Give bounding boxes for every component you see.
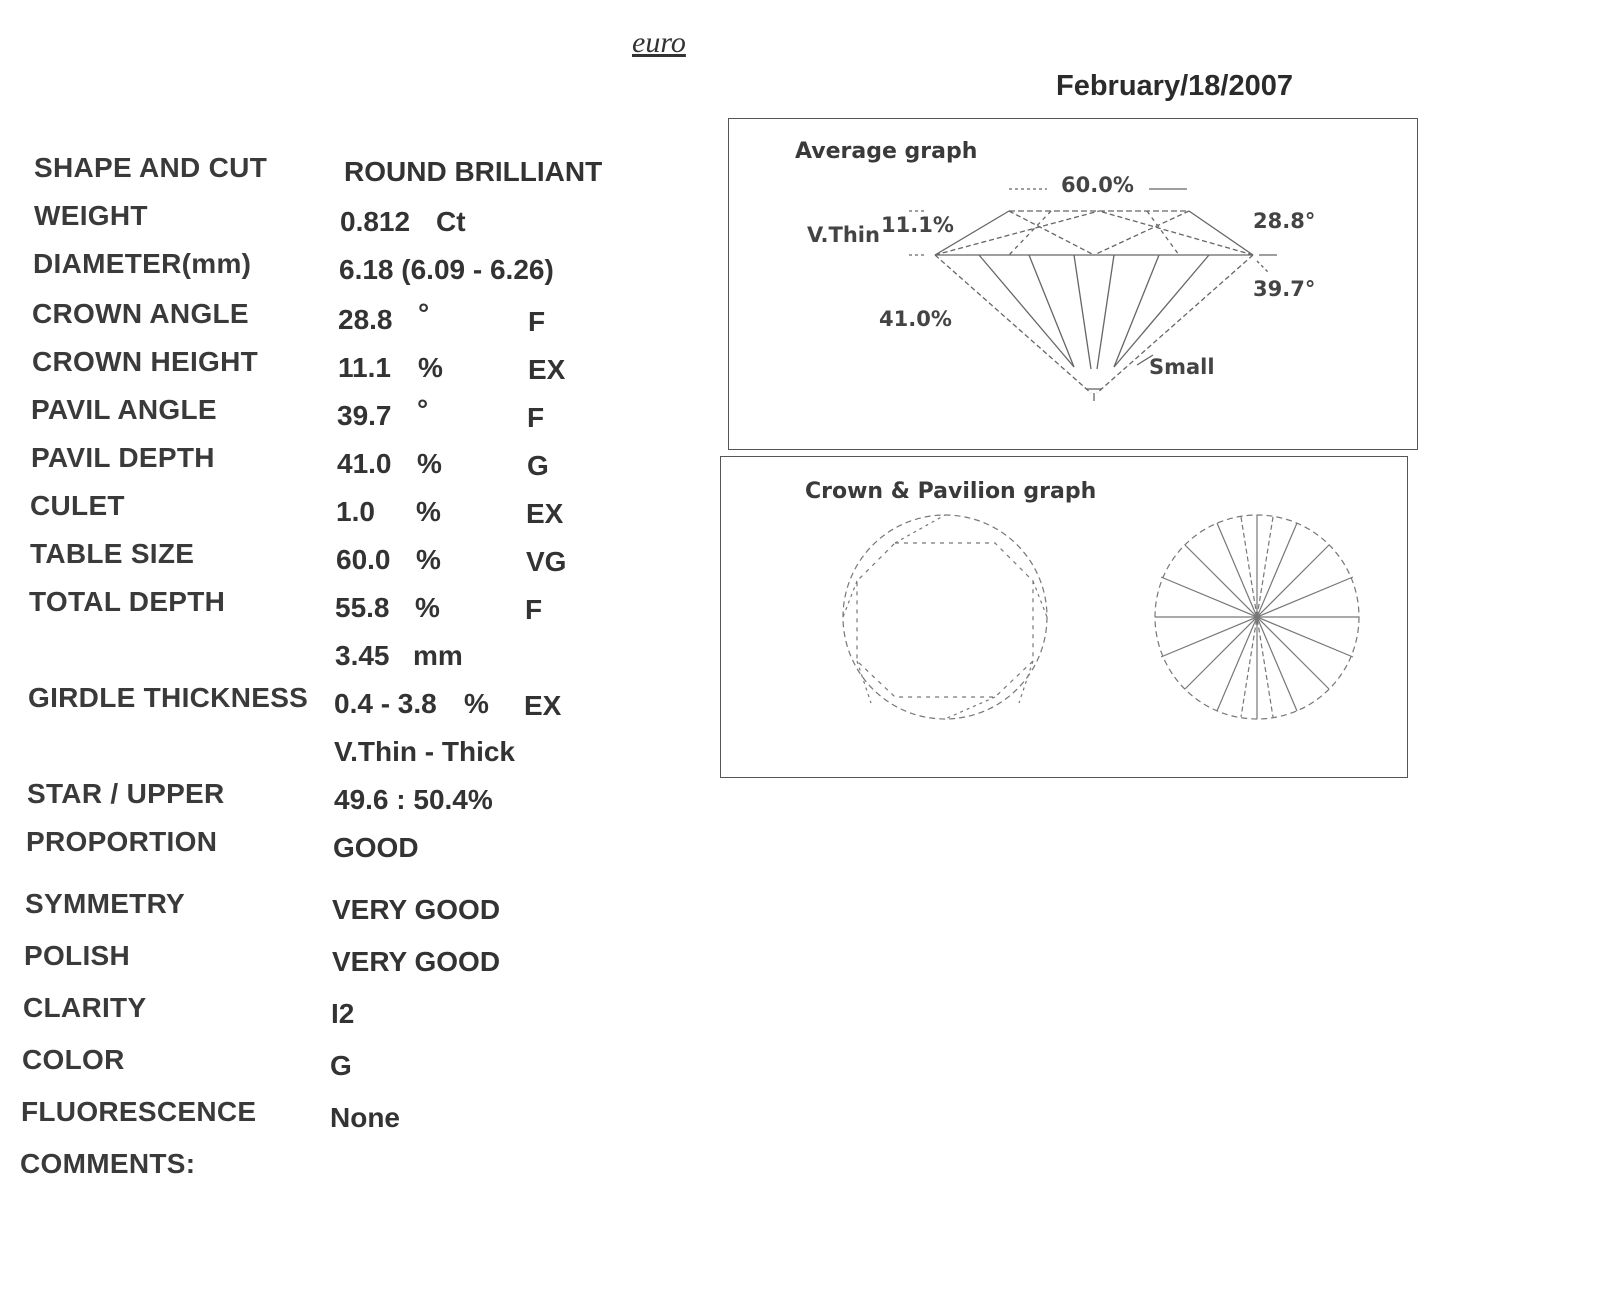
field-value: G [330, 1050, 352, 1081]
crown-pavilion-graph-panel [720, 456, 1408, 778]
field-grade: VG [526, 546, 567, 577]
field-value: None [330, 1102, 400, 1133]
field-label: GIRDLE THICKNESS [28, 682, 309, 713]
field-label: SHAPE AND CUT [34, 152, 268, 183]
field-label: STAR / UPPER [27, 778, 225, 809]
field-value: GOOD [333, 832, 419, 863]
field-grade: EX [524, 690, 562, 721]
crown-height-label: 11.1% [881, 213, 954, 237]
pavilion-depth-label: 41.0% [879, 307, 952, 331]
field-unit: % [416, 544, 441, 575]
field-label: CLARITY [23, 992, 147, 1023]
field-value: I2 [331, 998, 355, 1029]
report-date: February/18/2007 [1056, 70, 1293, 102]
field-label: SYMMETRY [25, 888, 186, 919]
field-unit: % [415, 592, 440, 623]
field-unit: % [464, 688, 489, 719]
field-unit: mm [413, 640, 463, 671]
field-value: 0.812 [340, 206, 411, 237]
crown-pavilion-graph-title: Crown & Pavilion graph [805, 479, 1097, 504]
field-grade: F [527, 402, 545, 433]
field-value: 60.0 [336, 544, 391, 575]
field-label: PROPORTION [26, 826, 218, 857]
field-value: 6.18 (6.09 - 6.26) [339, 254, 554, 285]
field-label: POLISH [24, 940, 131, 971]
field-unit: Ct [436, 206, 466, 237]
field-value: VERY GOOD [332, 946, 501, 977]
average-graph-panel [728, 118, 1418, 450]
table-percent-label: 60.0% [1061, 173, 1134, 197]
field-label: DIAMETER(mm) [33, 248, 252, 279]
field-value: 49.6 : 50.4% [334, 784, 493, 815]
field-grade: EX [526, 498, 564, 529]
field-value: V.Thin - Thick [334, 736, 515, 767]
field-label: WEIGHT [34, 200, 148, 231]
girdle-label: V.Thin [807, 223, 880, 247]
field-value: ROUND BRILLIANT [344, 156, 603, 187]
field-unit: ° [418, 298, 430, 329]
field-label: CROWN ANGLE [32, 298, 249, 329]
field-label: CULET [30, 490, 125, 521]
field-value: 41.0 [337, 448, 392, 479]
field-value: 55.8 [335, 592, 390, 623]
field-value: 28.8 [338, 304, 393, 335]
field-unit: % [418, 352, 443, 383]
field-label: TABLE SIZE [30, 538, 195, 569]
crown-angle-label: 28.8° [1253, 209, 1316, 233]
field-value: 3.45 [335, 640, 390, 671]
field-unit: % [416, 496, 441, 527]
field-grade: EX [528, 354, 566, 385]
pavilion-view-diagram [721, 457, 1407, 777]
field-value: VERY GOOD [332, 894, 501, 925]
field-label: PAVIL DEPTH [31, 442, 215, 473]
average-graph-title: Average graph [795, 139, 978, 164]
field-label: PAVIL ANGLE [31, 394, 217, 425]
field-unit: % [417, 448, 442, 479]
field-value: 11.1 [338, 352, 391, 383]
field-label: CROWN HEIGHT [32, 346, 259, 377]
field-grade: G [527, 450, 549, 481]
culet-label: Small [1149, 355, 1215, 379]
field-grade: F [525, 594, 543, 625]
field-label: TOTAL DEPTH [29, 586, 226, 617]
field-value: 39.7 [337, 400, 392, 431]
field-value: 0.4 - 3.8 [334, 688, 437, 719]
field-label: COMMENTS: [20, 1148, 196, 1179]
field-unit: ° [417, 394, 429, 425]
field-value: 1.0 [336, 496, 375, 527]
pavilion-angle-label: 39.7° [1253, 277, 1316, 301]
brand-logo: euro [632, 26, 686, 59]
field-label: COLOR [22, 1044, 125, 1075]
field-grade: F [528, 306, 546, 337]
field-label: FLUORESCENCE [21, 1096, 257, 1127]
